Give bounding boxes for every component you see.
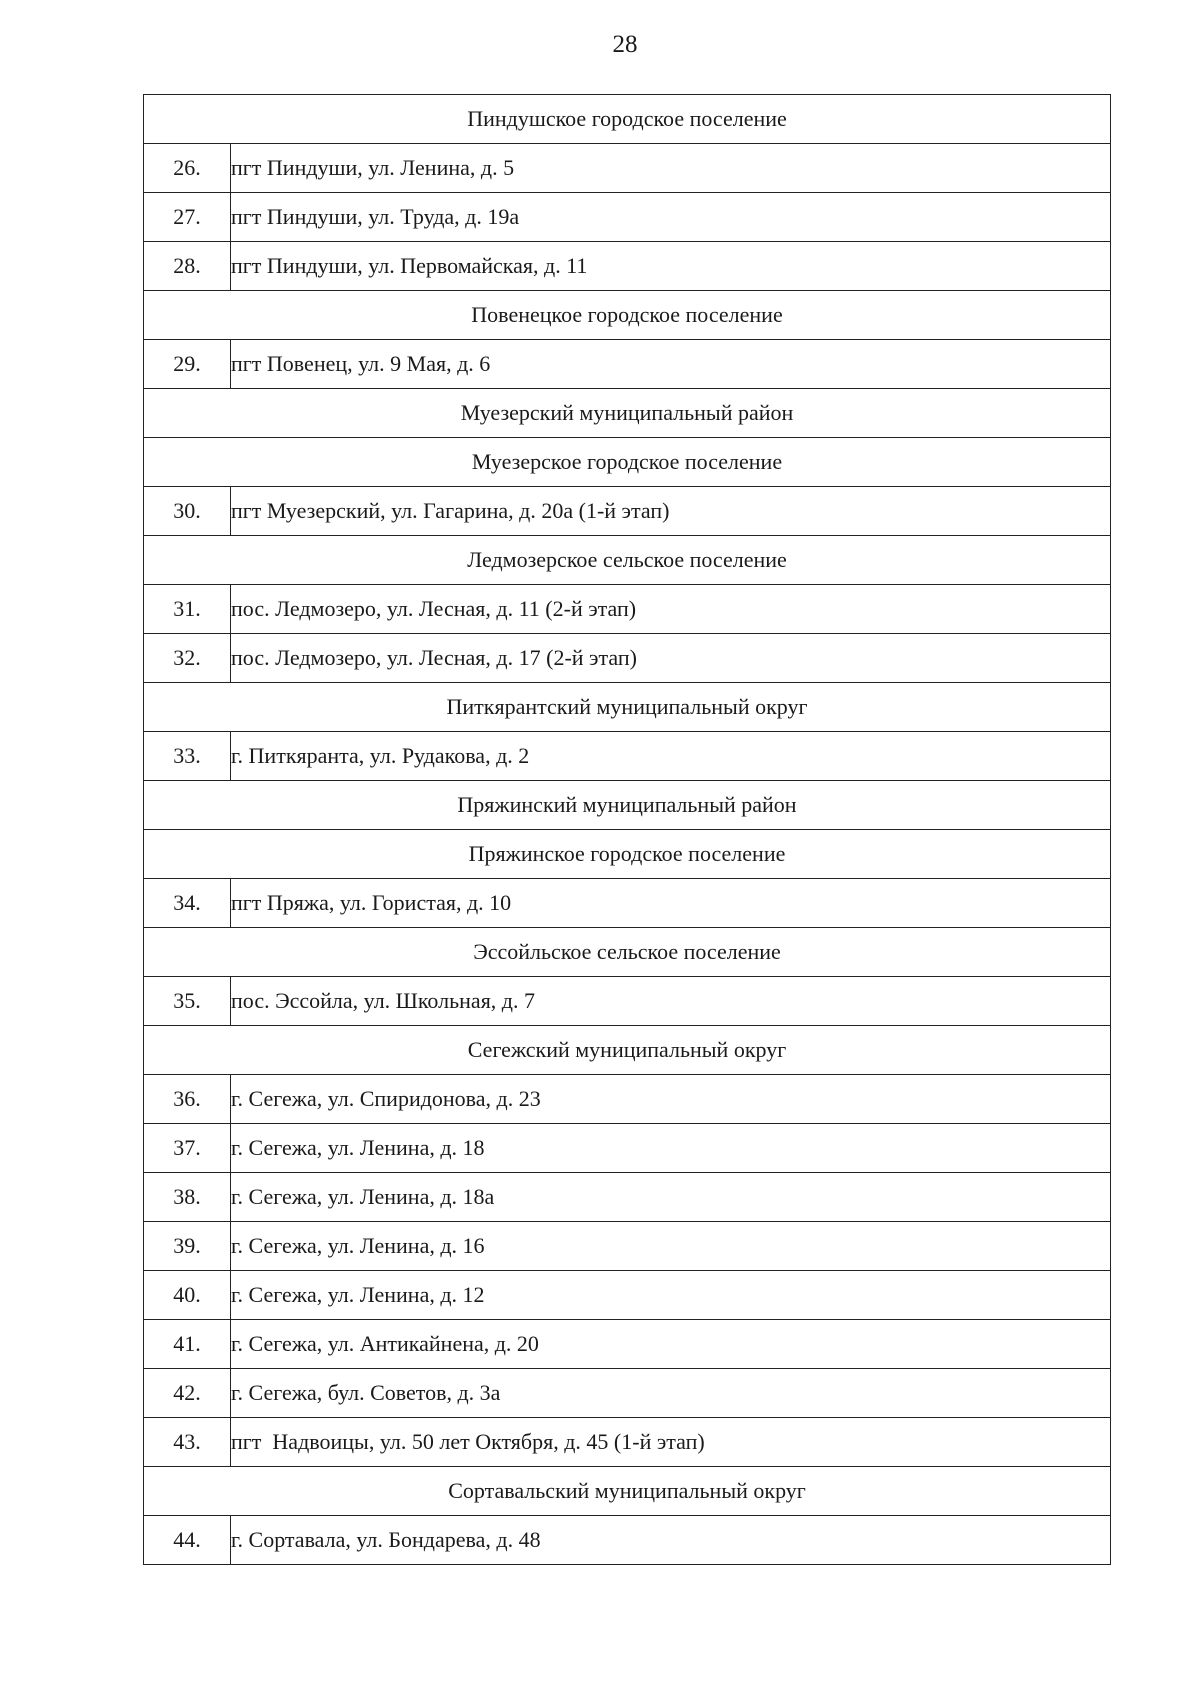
address-cell: г. Сегежа, ул. Ленина, д. 18а xyxy=(231,1173,1111,1222)
section-header-row xyxy=(144,438,1111,487)
table-row xyxy=(144,340,1111,389)
row-number: 26. xyxy=(144,144,231,193)
section-title: Пряжинский муниципальный район xyxy=(144,781,1111,830)
row-number: 43. xyxy=(144,1418,231,1467)
address-cell: пос. Эссойла, ул. Школьная, д. 7 xyxy=(231,977,1111,1026)
table-row xyxy=(144,487,1111,536)
section-title: Муезерский муниципальный район xyxy=(144,389,1111,438)
row-number: 38. xyxy=(144,1173,231,1222)
row-number: 39. xyxy=(144,1222,231,1271)
address-table xyxy=(143,94,1111,1565)
table-row xyxy=(144,977,1111,1026)
section-header-row xyxy=(144,389,1111,438)
address-cell: г. Сегежа, ул. Спиридонова, д. 23 xyxy=(231,1075,1111,1124)
table-row xyxy=(144,1516,1111,1565)
address-cell: пгт Пиндуши, ул. Первомайская, д. 11 xyxy=(231,242,1111,291)
row-number: 33. xyxy=(144,732,231,781)
row-number: 42. xyxy=(144,1369,231,1418)
section-title: Ледмозерское сельское поселение xyxy=(144,536,1111,585)
section-title: Пиндушское городское поселение xyxy=(144,95,1111,144)
address-cell: г. Сегежа, бул. Советов, д. 3а xyxy=(231,1369,1111,1418)
address-cell: г. Питкяранта, ул. Рудакова, д. 2 xyxy=(231,732,1111,781)
section-title: Сегежский муниципальный округ xyxy=(144,1026,1111,1075)
table-body xyxy=(144,95,1111,1565)
section-header-row xyxy=(144,1467,1111,1516)
row-number: 27. xyxy=(144,193,231,242)
section-title: Эссойльское сельское поселение xyxy=(144,928,1111,977)
section-title: Сортавальский муниципальный округ xyxy=(144,1467,1111,1516)
address-cell: пгт Пиндуши, ул. Труда, д. 19а xyxy=(231,193,1111,242)
address-cell: пгт Надвоицы, ул. 50 лет Октября, д. 45 (1-й этап) xyxy=(231,1418,1111,1467)
row-number: 31. xyxy=(144,585,231,634)
address-cell: пгт Пряжа, ул. Гористая, д. 10 xyxy=(231,879,1111,928)
row-number: 30. xyxy=(144,487,231,536)
table-row xyxy=(144,1369,1111,1418)
address-cell: г. Сегежа, ул. Ленина, д. 12 xyxy=(231,1271,1111,1320)
address-cell: пгт Повенец, ул. 9 Мая, д. 6 xyxy=(231,340,1111,389)
section-title: Питкярантский муниципальный округ xyxy=(144,683,1111,732)
section-title: Муезерское городское поселение xyxy=(144,438,1111,487)
section-header-row xyxy=(144,536,1111,585)
table-row xyxy=(144,1173,1111,1222)
table-row xyxy=(144,1075,1111,1124)
section-header-row xyxy=(144,95,1111,144)
row-number: 35. xyxy=(144,977,231,1026)
section-title: Повенецкое городское поселение xyxy=(144,291,1111,340)
table-row xyxy=(144,1222,1111,1271)
table-row xyxy=(144,1418,1111,1467)
address-cell: пгт Муезерский, ул. Гагарина, д. 20а (1-й этап) xyxy=(231,487,1111,536)
section-header-row xyxy=(144,291,1111,340)
row-number: 37. xyxy=(144,1124,231,1173)
table-row xyxy=(144,242,1111,291)
section-header-row xyxy=(144,1026,1111,1075)
address-cell: пос. Ледмозеро, ул. Лесная, д. 11 (2-й этап) xyxy=(231,585,1111,634)
section-header-row xyxy=(144,781,1111,830)
page-number: 28 xyxy=(612,31,638,58)
address-cell: пгт Пиндуши, ул. Ленина, д. 5 xyxy=(231,144,1111,193)
table-row xyxy=(144,1124,1111,1173)
row-number: 40. xyxy=(144,1271,231,1320)
table-row xyxy=(144,732,1111,781)
section-header-row xyxy=(144,928,1111,977)
row-number: 29. xyxy=(144,340,231,389)
address-cell: г. Сегежа, ул. Ленина, д. 16 xyxy=(231,1222,1111,1271)
table-row xyxy=(144,634,1111,683)
address-cell: г. Сегежа, ул. Ленина, д. 18 xyxy=(231,1124,1111,1173)
table-row xyxy=(144,144,1111,193)
row-number: 41. xyxy=(144,1320,231,1369)
address-cell: г. Сортавала, ул. Бондарева, д. 48 xyxy=(231,1516,1111,1565)
table-row xyxy=(144,585,1111,634)
table-row xyxy=(144,879,1111,928)
address-cell: г. Сегежа, ул. Антикайнена, д. 20 xyxy=(231,1320,1111,1369)
row-number: 32. xyxy=(144,634,231,683)
section-title: Пряжинское городское поселение xyxy=(144,830,1111,879)
table-row xyxy=(144,1320,1111,1369)
table-row xyxy=(144,1271,1111,1320)
section-header-row xyxy=(144,683,1111,732)
row-number: 44. xyxy=(144,1516,231,1565)
row-number: 36. xyxy=(144,1075,231,1124)
table-row xyxy=(144,193,1111,242)
row-number: 28. xyxy=(144,242,231,291)
address-cell: пос. Ледмозеро, ул. Лесная, д. 17 (2-й этап) xyxy=(231,634,1111,683)
row-number: 34. xyxy=(144,879,231,928)
section-header-row xyxy=(144,830,1111,879)
